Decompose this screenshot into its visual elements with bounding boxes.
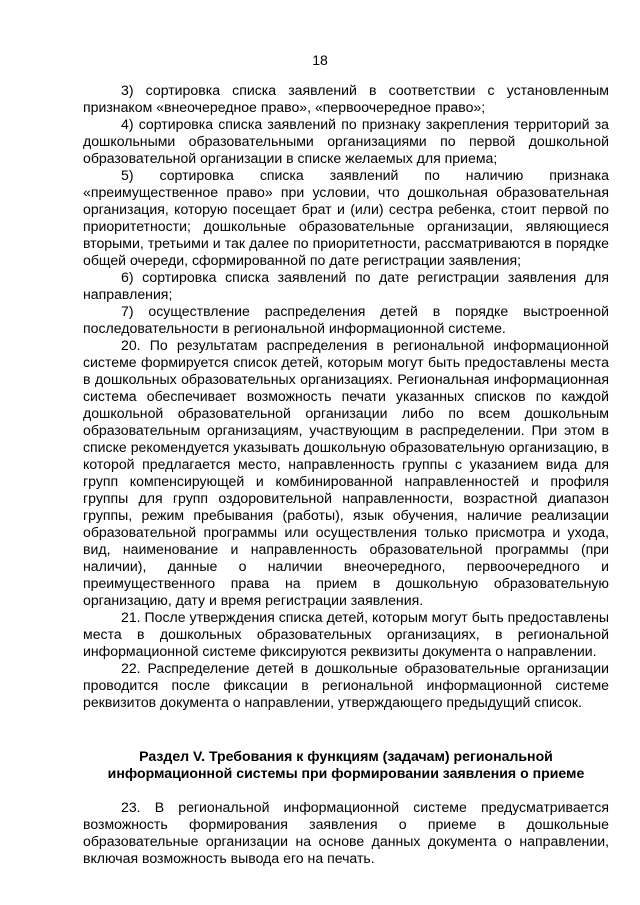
section-heading xyxy=(83,748,609,782)
section-heading-line-1: Раздел V. Требования к функциям (задачам) региональной xyxy=(139,748,553,764)
paragraph-20: 20. По результатам распределения в региональной информационной системе формируется список детей, которым могут быть предоставлены места в дошкольных образовательных организациях. Региональная информационная система обеспечивает возможность печати указанных списков по каждой дошкольной образовательной организации либо по всем дошкольным образовательным организациям, участвующим в распределении. При этом в списке рекомендуется указывать дошкольную образовательную организацию, в которой предлагается место, направленность группы с указанием вида для групп компенсирующей и комбинированной направленностей и профиля группы для групп оздоровительной направленности, возрастной диапазон группы, режим пребывания (работы), язык обучения, наличие реализации образовательной программы или осуществления только присмотра и ухода, вид, наименование и направленность образовательной программы (при наличии), данные о наличии внеочередного, первоочередного и преимущественного права на прием в дошкольную образовательную организацию, дату и время регистрации заявления. xyxy=(83,337,609,608)
list-item-3: 3) сортировка списка заявлений в соответствии с установленным признаком «внеочередное право», «первоочередное право»; xyxy=(83,82,609,115)
paragraph-22: 22. Распределение детей в дошкольные образовательные организации проводится после фиксации в региональной информационной системе реквизитов документа о направлении, утверждающего предыдущий список. xyxy=(83,660,609,710)
list-item-5: 5) сортировка списка заявлений по наличию признака «преимущественное право» при условии, что дошкольная образовательная организация, которую посещает брат и (или) сестра ребенка, стоит первой по приоритетности; дошкольные образовательные организации, являющиеся вторыми, третьими и так далее по приоритетности, рассматриваются в порядке общей очереди, сформированной по дате регистрации заявления; xyxy=(83,167,609,268)
paragraph-23: 23. В региональной информационной системе предусматривается возможность формирования заявления о приеме в дошкольные образовательные организации на основе данных документа о направлении, включая возможность вывода его на печать. xyxy=(83,799,609,866)
page-number: 18 xyxy=(312,52,328,68)
list-item-7: 7) осуществление распределения детей в порядке выстроенной последовательности в региональной информационной системе. xyxy=(83,303,609,336)
section-heading-line-2: информационной системы при формировании заявления о приеме xyxy=(107,765,585,781)
document-body xyxy=(83,82,609,867)
list-item-4: 4) сортировка списка заявлений по признаку закрепления территорий за дошкольными образовательными организациями по первой дошкольной образовательной организации в списке желаемых для приема; xyxy=(83,116,609,166)
paragraph-21: 21. После утверждения списка детей, которым могут быть предоставлены места в дошкольных образовательных организациях, в региональной информационной системе фиксируются реквизиты документа о направлении. xyxy=(83,609,609,659)
list-item-6: 6) сортировка списка заявлений по дате регистрации заявления для направления; xyxy=(83,269,609,302)
